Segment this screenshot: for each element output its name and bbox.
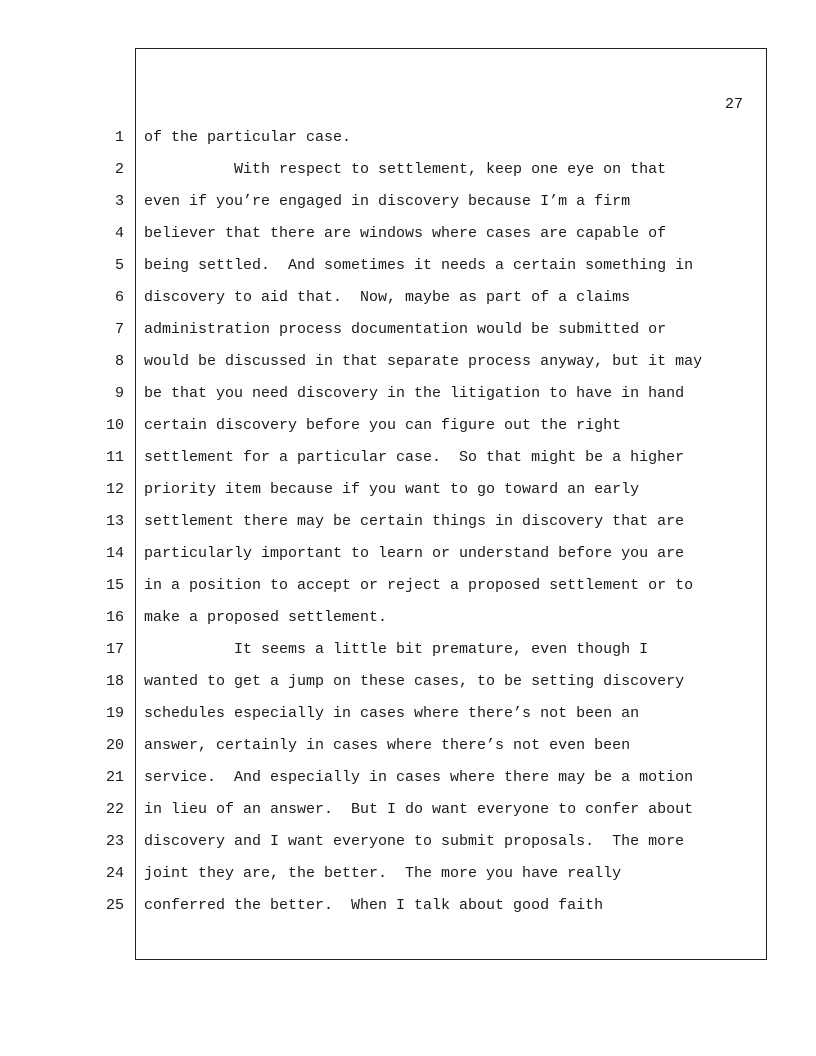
transcript-line-14: [0, 543, 816, 575]
line-text: particularly important to learn or understand before you are: [144, 545, 685, 562]
transcript-line-17: [0, 639, 816, 671]
line-number: 18: [105, 673, 124, 690]
line-text: answer, certainly in cases where there’s not even been: [144, 737, 631, 754]
transcript-line-23: [0, 831, 816, 863]
line-text: being settled. And sometimes it needs a certain something in: [144, 257, 694, 274]
transcript-line-6: [0, 287, 816, 319]
line-number: 2: [114, 161, 124, 178]
line-number: 13: [105, 513, 124, 530]
line-number: 25: [105, 897, 124, 914]
line-text: schedules especially in cases where there’s not been an: [144, 705, 640, 722]
transcript-line-3: [0, 191, 816, 223]
line-text: in a position to accept or reject a proposed settlement or to: [144, 577, 694, 594]
line-number: 1: [114, 129, 124, 146]
transcript-line-22: [0, 799, 816, 831]
transcript-line-20: [0, 735, 816, 767]
line-text: settlement there may be certain things in discovery that are: [144, 513, 685, 530]
line-number: 22: [105, 801, 124, 818]
line-text: It seems a little bit premature, even though I: [144, 641, 649, 658]
line-number: 16: [105, 609, 124, 626]
transcript-line-21: [0, 767, 816, 799]
line-number: 23: [105, 833, 124, 850]
line-text: With respect to settlement, keep one eye on that: [144, 161, 667, 178]
line-text: settlement for a particular case. So that might be a higher: [144, 449, 685, 466]
line-number: 9: [114, 385, 124, 402]
line-number: 15: [105, 577, 124, 594]
line-text: joint they are, the better. The more you have really: [144, 865, 622, 882]
transcript-line-15: [0, 575, 816, 607]
transcript-line-25: [0, 895, 816, 927]
transcript-line-11: [0, 447, 816, 479]
line-text: administration process documentation would be submitted or: [144, 321, 667, 338]
transcript-line-2: [0, 159, 816, 191]
line-text: be that you need discovery in the litigation to have in hand: [144, 385, 685, 402]
line-text: wanted to get a jump on these cases, to be setting discovery: [144, 673, 685, 690]
line-text: make a proposed settlement.: [144, 609, 388, 626]
line-number: 19: [105, 705, 124, 722]
line-text: in lieu of an answer. But I do want everyone to confer about: [144, 801, 694, 818]
line-number: 17: [105, 641, 124, 658]
line-number: 4: [114, 225, 124, 242]
transcript-line-4: [0, 223, 816, 255]
page-number: 27: [724, 96, 743, 113]
line-text: would be discussed in that separate process anyway, but it may: [144, 353, 703, 370]
transcript-line-16: [0, 607, 816, 639]
line-number: 8: [114, 353, 124, 370]
line-number: 21: [105, 769, 124, 786]
transcript-line-24: [0, 863, 816, 895]
line-text: discovery to aid that. Now, maybe as part of a claims: [144, 289, 631, 306]
line-text: conferred the better. When I talk about good faith: [144, 897, 604, 914]
line-text: even if you’re engaged in discovery because I’m a firm: [144, 193, 631, 210]
transcript-line-8: [0, 351, 816, 383]
transcript-line-13: [0, 511, 816, 543]
line-number: 20: [105, 737, 124, 754]
line-number: 3: [114, 193, 124, 210]
line-number: 11: [105, 449, 124, 466]
line-number: 12: [105, 481, 124, 498]
line-text: service. And especially in cases where there may be a motion: [144, 769, 694, 786]
line-text: believer that there are windows where cases are capable of: [144, 225, 667, 242]
line-number: 10: [105, 417, 124, 434]
line-number: 14: [105, 545, 124, 562]
line-text: certain discovery before you can figure out the right: [144, 417, 622, 434]
transcript-body: [0, 127, 816, 927]
line-number: 7: [114, 321, 124, 338]
transcript-line-12: [0, 479, 816, 511]
line-text: discovery and I want everyone to submit proposals. The more: [144, 833, 685, 850]
transcript-line-10: [0, 415, 816, 447]
transcript-line-7: [0, 319, 816, 351]
line-number: 24: [105, 865, 124, 882]
line-number: 6: [114, 289, 124, 306]
transcript-line-18: [0, 671, 816, 703]
line-text: priority item because if you want to go toward an early: [144, 481, 640, 498]
transcript-line-19: [0, 703, 816, 735]
transcript-line-1: [0, 127, 816, 159]
line-number: 5: [114, 257, 124, 274]
transcript-line-5: [0, 255, 816, 287]
line-text: of the particular case.: [144, 129, 352, 146]
transcript-line-9: [0, 383, 816, 415]
